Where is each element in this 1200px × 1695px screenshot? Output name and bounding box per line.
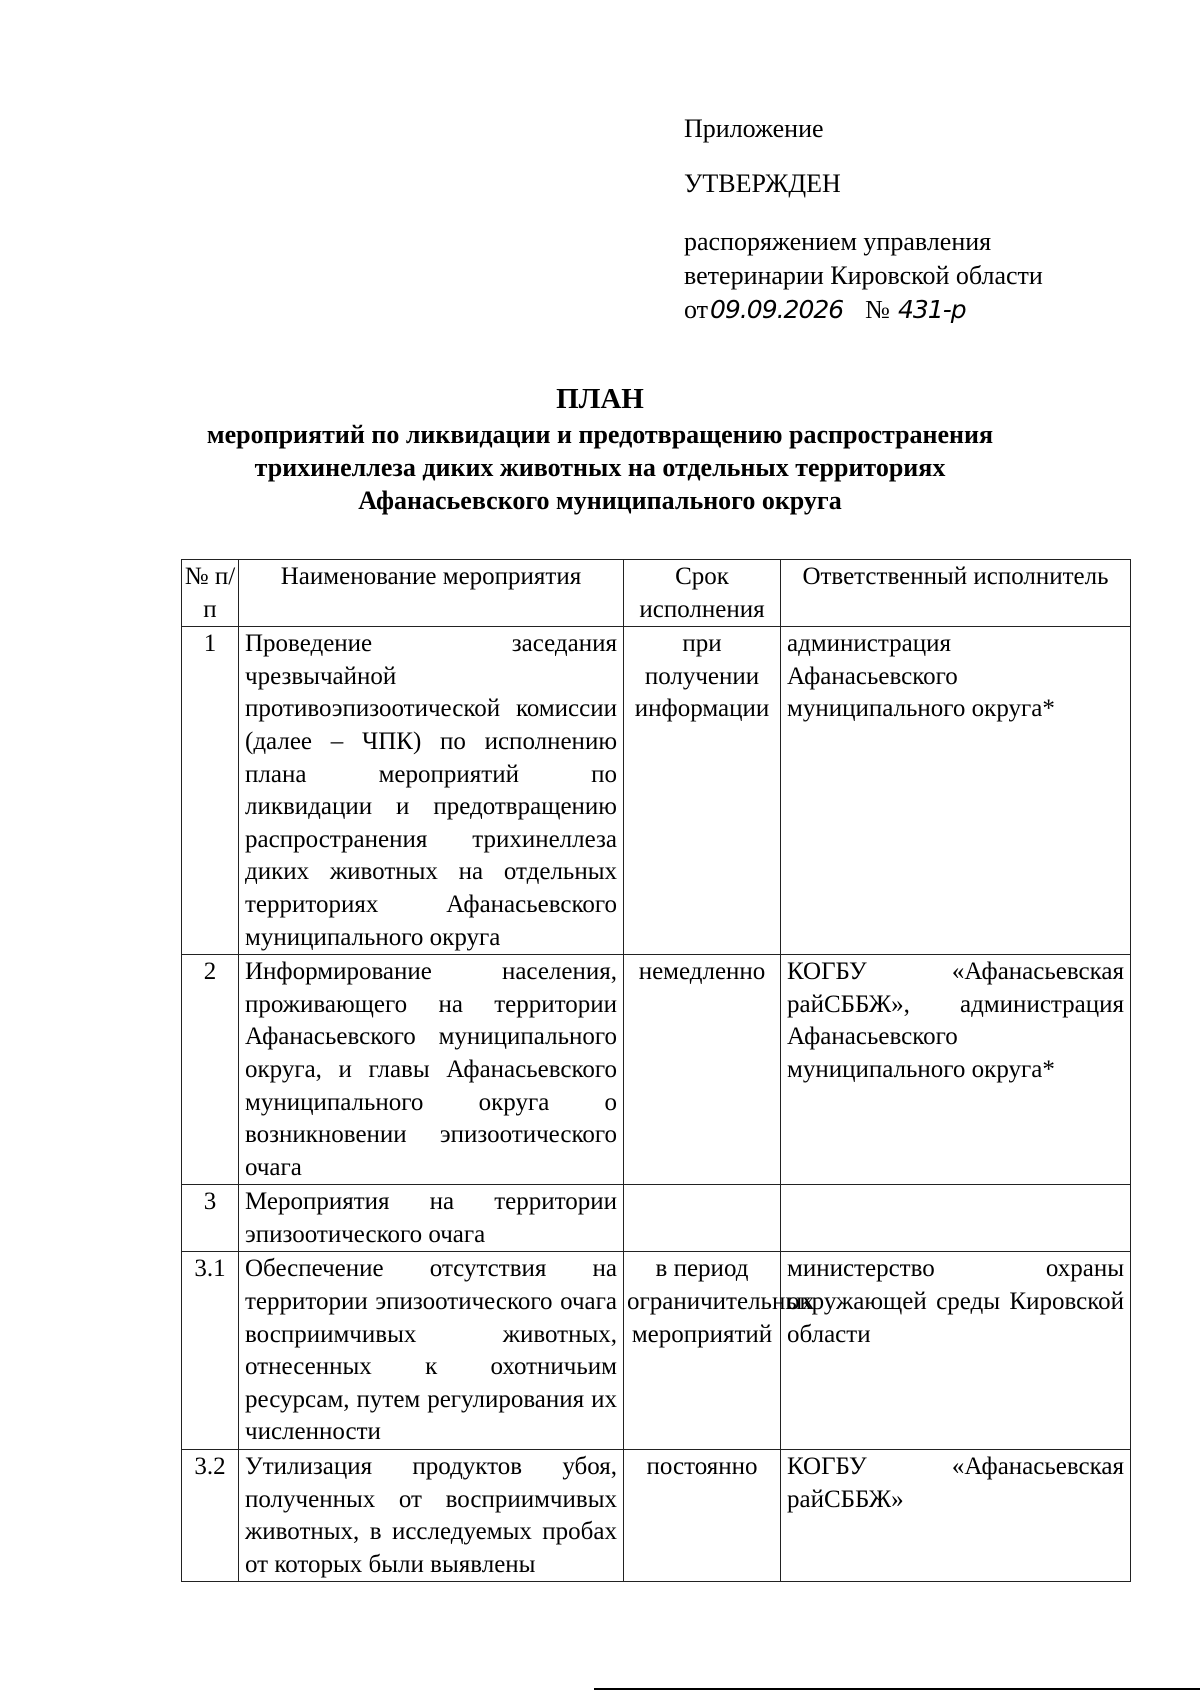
header-num: № п/п bbox=[182, 560, 239, 627]
row-name: Проведение заседания чрезвычайной противоэпизоотической комиссии (далее – ЧПК) по исполнению плана мероприятий по ликвидации и предотвращению распространения трихинеллеза диких животных на отдельных территориях Афанасьевского муниципального округа bbox=[239, 627, 624, 955]
handwritten-date: 09.09.2026 bbox=[710, 295, 844, 324]
row-num: 1 bbox=[182, 627, 239, 955]
row-responsible: КОГБУ «Афанасьевская райСББЖ», администрация Афанасьевского муниципального округа* bbox=[781, 955, 1131, 1185]
number-prefix: № bbox=[865, 295, 890, 324]
row-term bbox=[624, 1185, 781, 1252]
appendix-label: Приложение bbox=[684, 114, 824, 143]
row-num: 3.1 bbox=[182, 1252, 239, 1450]
row-responsible: КОГБУ «Афанасьевская райСББЖ» bbox=[781, 1450, 1131, 1582]
approved-by-line-2: ветеринарии Кировской области bbox=[684, 261, 1043, 290]
row-responsible: администрация Афанасьевского муниципального округа* bbox=[781, 627, 1131, 955]
page-bottom-rule bbox=[594, 1688, 1200, 1690]
table-row bbox=[182, 627, 1131, 955]
row-term: постоянно bbox=[624, 1450, 781, 1582]
header-term: Срок исполнения bbox=[624, 560, 781, 627]
row-term: в период ограничительных мероприятий bbox=[624, 1252, 781, 1450]
title-line-2: трихинеллеза диких животных на отдельных территориях bbox=[254, 453, 946, 482]
row-name: Информирование населения, проживающего на территории Афанасьевского муниципального округа, и главы Афанасьевского муниципального округа о возникновении эпизоотического очага bbox=[239, 955, 624, 1185]
approval-block bbox=[684, 112, 1104, 327]
row-name: Мероприятия на территории эпизоотического очага bbox=[239, 1185, 624, 1252]
row-responsible bbox=[781, 1185, 1131, 1252]
row-name: Обеспечение отсутствия на территории эпизоотического очага восприимчивых животных, отнесенных к охотничьим ресурсам, путем регулирования их численности bbox=[239, 1252, 624, 1450]
document-title bbox=[180, 380, 1020, 517]
approved-label: УТВЕРЖДЕН bbox=[684, 169, 841, 198]
date-prefix: от bbox=[684, 295, 709, 324]
header-name: Наименование мероприятия bbox=[239, 560, 624, 627]
title-line-1: мероприятий по ликвидации и предотвращению распространения bbox=[206, 420, 994, 449]
title-line-3: Афанасьевского муниципального округа bbox=[358, 486, 842, 515]
title-heading: ПЛАН bbox=[556, 383, 644, 415]
row-num: 2 bbox=[182, 955, 239, 1185]
table-header-row bbox=[182, 560, 1131, 627]
approval-date-number-line bbox=[684, 293, 1104, 327]
row-responsible: министерство охраны окружающей среды Кировской области bbox=[781, 1252, 1131, 1450]
row-num: 3 bbox=[182, 1185, 239, 1252]
approved-by-line-1: распоряжением управления bbox=[684, 227, 992, 256]
row-term: немедленно bbox=[624, 955, 781, 1185]
table-row bbox=[182, 1252, 1131, 1450]
handwritten-number: 431-р bbox=[897, 295, 966, 324]
table-row bbox=[182, 1450, 1131, 1582]
row-name: Утилизация продуктов убоя, полученных от восприимчивых животных, в исследуемых пробах от которых были выявлены bbox=[239, 1450, 624, 1582]
table-row bbox=[182, 1185, 1131, 1252]
table-row bbox=[182, 955, 1131, 1185]
plan-table bbox=[181, 559, 1131, 1582]
header-responsible: Ответственный исполнитель bbox=[781, 560, 1131, 627]
row-term: при получении информации bbox=[624, 627, 781, 955]
row-num: 3.2 bbox=[182, 1450, 239, 1582]
